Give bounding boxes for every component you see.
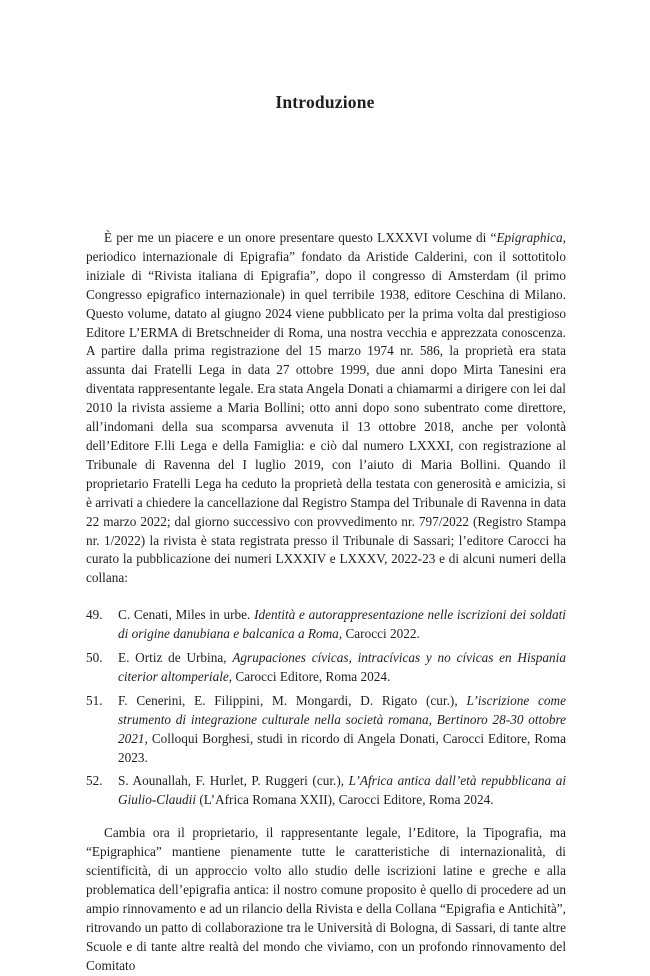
reference-number: 49. <box>86 607 103 623</box>
reference-publisher: , Carocci 2022. <box>338 626 420 642</box>
reference-number: 51. <box>86 692 103 708</box>
intro-text-start: È per me un piacere e un onore presentare questo LXXXVI volume di “ <box>104 230 497 245</box>
reference-authors: F. Cenerini, E. Filippini, M. Mongardi, D. Rigato (cur.), <box>118 692 467 708</box>
reference-title: L’Africa antica dall’età repubblicana ai Giulio-Claudii <box>118 773 567 808</box>
reference-authors: C. Cenati, Miles in urbe. <box>118 607 255 623</box>
reference-authors: E. Ortiz de Urbina, <box>118 650 233 666</box>
intro-paragraph <box>86 229 566 588</box>
reference-number: 50. <box>86 650 103 666</box>
reference-publisher: Colloqui Borghesi, studi in ricordo di Angela Donati, Carocci Editore, Roma 2023. <box>118 730 566 765</box>
reference-publisher: (L’Africa Romana XXII), Carocci Editore, Roma 2024. <box>196 792 494 808</box>
reference-item <box>86 692 566 768</box>
reference-item <box>86 649 566 687</box>
reference-title: Identità e autorappresentazione nelle iscrizioni dei soldati di origine danubiana e balcanica a Roma <box>118 607 566 642</box>
reference-list <box>86 606 566 810</box>
reference-title: L’iscrizione come strumento di integrazione culturale nella società romana, Bertinoro 28-30 ottobre 2021, <box>118 692 566 746</box>
journal-title: Epigraphica, <box>496 230 566 245</box>
reference-authors: S. Aounallah, F. Hurlet, P. Ruggeri (cur.), <box>118 773 349 789</box>
reference-title: Agrupaciones cívicas, intracívicas y no cívicas en Hispania citerior altomperiale <box>118 650 566 684</box>
page-title: Introduzione <box>275 92 375 112</box>
reference-publisher: , Carocci Editore, Roma 2024. <box>228 668 391 684</box>
closing-paragraph: Cambia ora il proprietario, il rappresentante legale, l’Editore, la Tipografia, ma “Epigraphica” mantiene pienamente tutte le caratteristiche di internazionalità, di scientificità, di un approccio volto allo studio delle iscrizioni latine e greche e alla problematica dell’epigrafia antica: il nostro comune proposito è quello di procedere ad un ampio rinnovamento e ad un rilancio della Rivista e della Collana “Epigrafia e Antichità”, ritrovando un patto di collaborazione tra le Università di Bologna, di Sassari, di tante altre Scuole e di tante altre realtà del mondo che viviamo, con un profondo rinnovamento del Comitato <box>86 825 566 973</box>
reference-item <box>86 606 566 644</box>
document-body <box>86 229 566 976</box>
intro-text-rest: periodico internazionale di Epigrafia” fondato da Aristide Calderini, con il sottotitolo iniziale di “Rivista italiana di Epigrafia”, dopo il congresso di Amsterdam (il primo Congresso epigrafico internazionale) in quel terribile 1938, editore Ceschina di Milano. Questo volume, datato al giugno 2024 viene pubblicato per la prima volta dal prestigioso Editore L’ERMA di Bretschneider di Roma, una nostra vecchia e apprezzata conoscenza. A partire dalla prima registrazione del 15 marzo 1974 nr. 586, la proprietà era stata assunta dai Fratelli Lega in data 27 ottobre 1999, due anni dopo Mirta Tanesini era diventata rappresentante legale. Era stata Angela Donati a chiamarmi a dirigere con lei dal 2010 la rivista assieme a Maria Bollini; otto anni dopo sono subentrato come direttore, all’indomani della sua scomparsa avvenuta il 13 ottobre 2018, anche per volontà dell’Editore F.lli Lega e della Famiglia: e ciò dal numero LXXXI, con registrazione al Tribunale di Ravenna del I luglio 2019, con l’aiuto di Maria Bollini. Quando il proprietario Fratelli Lega ha ceduto la proprietà della testata con generosità e amicizia, si è arrivati a chiedere la cancellazione dal Registro Stampa del Tribunale di Ravenna in data 22 marzo 2022; dal giorno successivo con provvedimento nr. 797/2022 (Registro Stampa nr. 1/2022) la rivista è stata registrata presso il Tribunale di Sassari; l’editore Carocci ha curato la pubblicazione dei numeri LXXXIV e LXXXV, 2022-23 e di alcuni numeri della collana: <box>86 248 566 586</box>
reference-item <box>86 772 566 810</box>
reference-number: 52. <box>86 773 103 789</box>
